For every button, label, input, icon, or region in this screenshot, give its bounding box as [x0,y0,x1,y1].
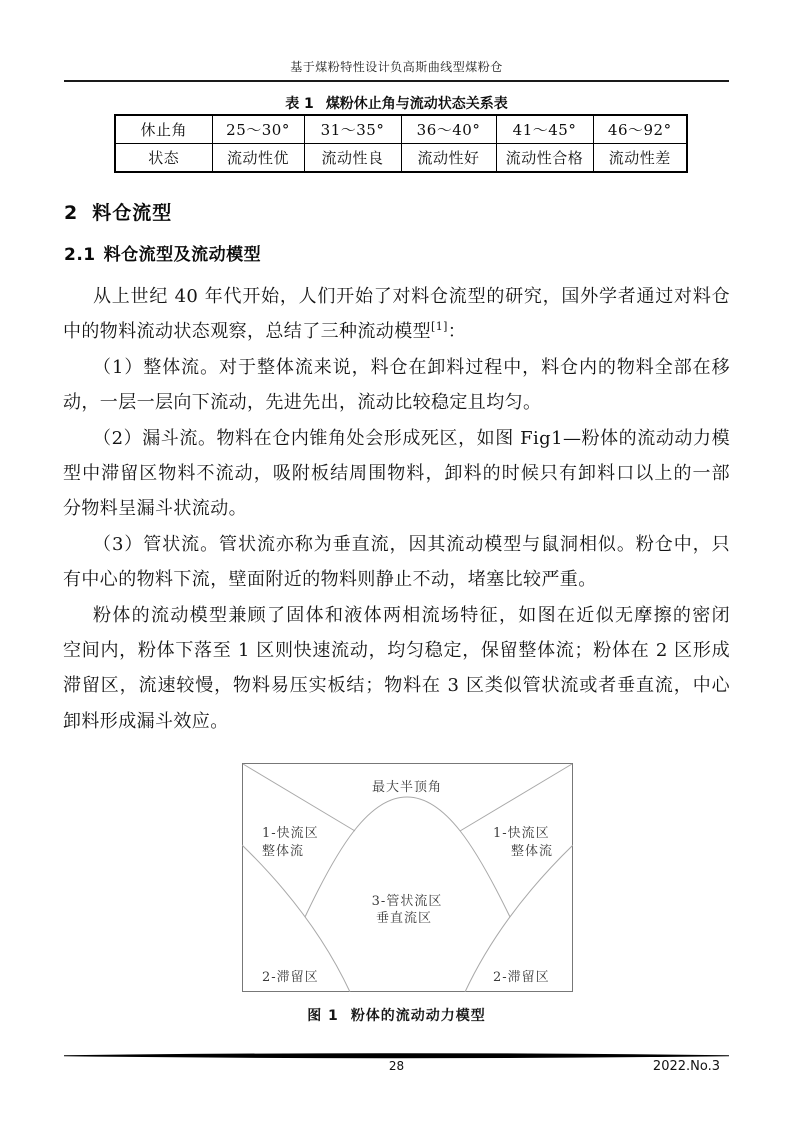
label-zone1-right-line2: 整体流 [510,844,553,859]
figure-caption [0,1005,793,1025]
table-cell: 31～35° [304,115,401,144]
paragraph-line [63,314,730,349]
paragraph-line: 动，一层一层向下流动，先进先出，流动比较稳定且均匀。 [63,392,542,414]
table-cell: 流动性好 [401,144,496,173]
subsection-number: 2.1 [64,245,96,265]
section-heading [64,198,172,225]
table-cell: 36～40° [401,115,496,144]
paragraph-line: 粉体的流动模型兼顾了固体和液体两相流场特征，如图在近似无摩擦的密闭 [93,604,730,626]
reference-marker: [1] [431,320,448,334]
left-diagonal-line [243,764,355,831]
table-cell: 25～30° [212,115,304,144]
paragraph-line: 型中滞留区物料不流动，吸附板结周围物料，卸料的时候只有卸料口以上的一部 [63,462,730,484]
paragraph-line: 分物料呈漏斗状流动。 [63,498,247,520]
paragraph-line: （3）管状流。管状流亦称为垂直流，因其流动模型与鼠洞相似。粉仓中，只 [93,533,730,555]
article-body [63,279,730,739]
paragraph-line: （1）整体流。对于整体流来说，料仓在卸料过程中，料仓内的物料全部在移 [93,356,730,378]
label-zone1-left-line2: 整体流 [262,844,305,859]
table-cell: 流动性合格 [496,144,593,173]
row-header-cell: 休止角 [115,115,212,144]
table-cell: 流动性差 [593,144,687,173]
section-number: 2 [64,202,79,224]
figure-border [243,764,573,992]
page-number: 28 [388,1059,405,1073]
label-zone1-right-line1: 1-快流区 [493,826,550,841]
repose-angle-table [114,114,688,173]
paragraph-line: 空间内，粉体下落至 1 区则快速流动，均匀稳定，保留整体流；粉体在 2 区形成 [63,639,730,661]
row-header-cell: 状态 [115,144,212,173]
paragraph-line: 从上世纪 40 年代开始，人们开始了对料仓流型的研究，国外学者通过对料仓 [93,286,730,307]
label-zone2-right: 2-滞留区 [493,970,550,985]
issue-label: 2022.No.3 [652,1059,720,1074]
paragraph-line: 滞留区，流速较慢，物料易压实板结；物料在 3 区类似管状流或者垂直流，中心 [63,675,730,697]
line-text: 中的物料流动状态观察，总结了三种流动模型 [63,321,431,343]
table-caption-number: 表 1 [285,96,314,112]
subsection-heading [64,240,261,265]
line-text: ： [447,321,467,343]
paragraph-line: 有中心的物料下流，壁面附近的物料则静止不动，堵塞比较严重。 [63,569,597,591]
right-diagonal-line [460,764,572,831]
table-cell: 流动性优 [212,144,304,173]
paragraph-line: 卸料形成漏斗效应。 [63,710,229,732]
figure-caption-text: 粉体的流动动力模型 [350,1008,486,1024]
table-caption [0,93,793,113]
table-row [115,144,687,173]
table-cell: 41～45° [496,115,593,144]
label-zone3-line2: 垂直流区 [375,911,433,926]
label-max-half-apex-angle: 最大半顶角 [371,780,443,795]
paragraph-line: （2）漏斗流。物料在仓内锥角处会形成死区，如图 Fig1—粉体的流动动力模 [93,427,730,449]
page-title: 基于煤粉特性设计负高斯曲线型煤粉仓 [290,60,503,74]
table-row [115,115,687,144]
label-zone2-left: 2-滞留区 [262,970,319,985]
label-zone1-left-line1: 1-快流区 [262,826,319,841]
figure-caption-number: 图 1 [307,1008,339,1024]
subsection-title: 料仓流型及流动模型 [103,245,262,265]
figure-diagram [242,763,573,992]
table-cell: 流动性良 [304,144,401,173]
label-zone3-line1: 3-管状流区 [371,894,443,909]
table-cell: 46～92° [593,115,687,144]
section-title: 料仓流型 [92,202,173,224]
table-caption-text: 煤粉休止角与流动状态关系表 [325,96,508,112]
header-divider [64,80,729,82]
